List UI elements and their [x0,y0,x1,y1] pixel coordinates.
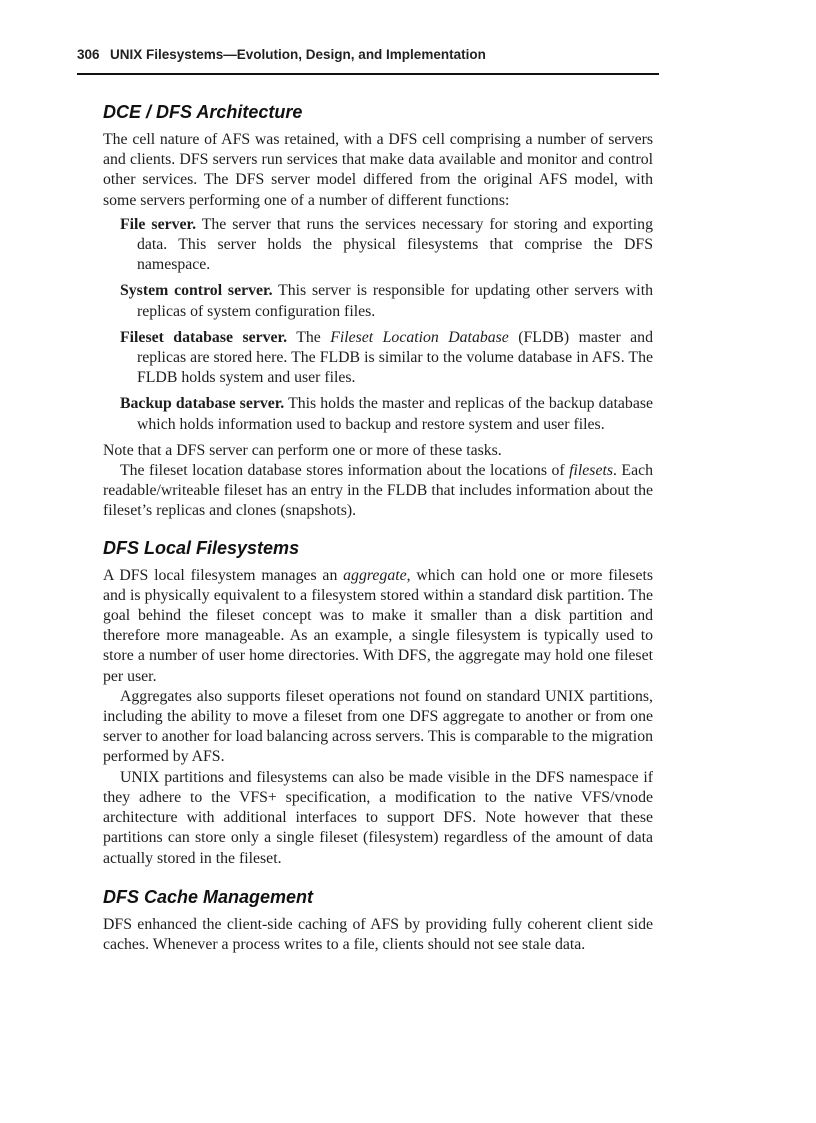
page-body [103,100,653,955]
server-functions-list [120,215,653,435]
definition-fileset-database-server [120,328,653,389]
text-run: , which can hold one or more filesets and is physically equivalent to a filesystem stored within a standard disk partition. The goal behind the fileset concept was to make it smaller than a disk partition and therefore more manageable. As an example, a single filesystem is typically used to store a number of user home directories. With DFS, the aggregate may hold one fileset per user. [103,566,653,685]
definition-italic-term: Fileset Location Database [330,328,509,346]
text-run: . Each readable/writeable fileset has an entry in the FLDB that includes information about the fileset’s replicas and clones (snapshots). [103,462,653,520]
definition-text: The server that runs the services necessary for storing and exporting data. This server holds the physical filesystems that comprise the DFS namespace. [137,215,653,274]
term-fileset-database-server: Fileset database server. [120,328,288,346]
italic-term-aggregate: aggregate [343,566,407,584]
definition-text: (FLDB) master and replicas are stored here. The FLDB is similar to the volume database in AFS. The FLDB holds system and user files. [137,328,653,387]
italic-term-filesets: filesets [569,462,613,480]
paragraph-cache: DFS enhanced the client-side caching of AFS by providing fully coherent client side caches. Whenever a process writes to a file, clients should not see stale data. [103,915,653,953]
running-header [77,47,659,75]
definition-system-control-server [120,281,653,321]
definition-backup-database-server [120,394,653,434]
term-system-control-server: System control server. [120,282,273,300]
definition-text: This server is responsible for updating other servers with replicas of system configuration files. [137,282,653,320]
paragraph-vfs-plus: UNIX partitions and filesystems can also be made visible in the DFS namespace if they adhere to the VFS+ specification, a modification to the native VFS/vnode architecture with additional interfaces to support DFS. Note however that these partitions can store only a single fileset (filesystem) regardless of the amount of data actually stored in the fileset. [103,768,653,867]
paragraph-intro: The cell nature of AFS was retained, with a DFS cell comprising a number of servers and clients. DFS servers run services that make data available and monitor and control other services. The DFS server model differed from the original AFS model, with some servers performing one of a number of different functions: [103,131,653,209]
running-title: UNIX Filesystems—Evolution, Design, and Implementation [110,47,486,62]
section-heading-dfs-local-filesystems: DFS Local Filesystems [103,537,300,558]
text-run: A DFS local filesystem manages an [103,566,344,584]
text-run: The fileset location database stores information about the locations of [120,462,570,480]
definition-text: The [287,328,331,346]
paragraph-fldb [103,461,653,522]
paragraph-note: Note that a DFS server can perform one or more of these tasks. [103,441,502,459]
definition-text: This holds the master and replicas of the backup database which holds information used to backup and restore system and user files. [137,395,653,433]
paragraph-aggregates-operations: Aggregates also supports fileset operations not found on standard UNIX partitions, including the ability to move a fileset from one DFS aggregate to another or from one server to another for load balancing across servers. This is comparable to the migration performed by AFS. [103,687,653,766]
term-file-server: File server. [120,215,197,233]
definition-file-server [120,215,653,276]
section-heading-dce-dfs-architecture: DCE / DFS Architecture [103,102,303,122]
term-backup-database-server: Backup database server. [120,395,285,413]
paragraph-aggregate [103,566,653,687]
section-heading-dfs-cache-management: DFS Cache Management [103,886,314,907]
page-number: 306 [77,47,100,62]
